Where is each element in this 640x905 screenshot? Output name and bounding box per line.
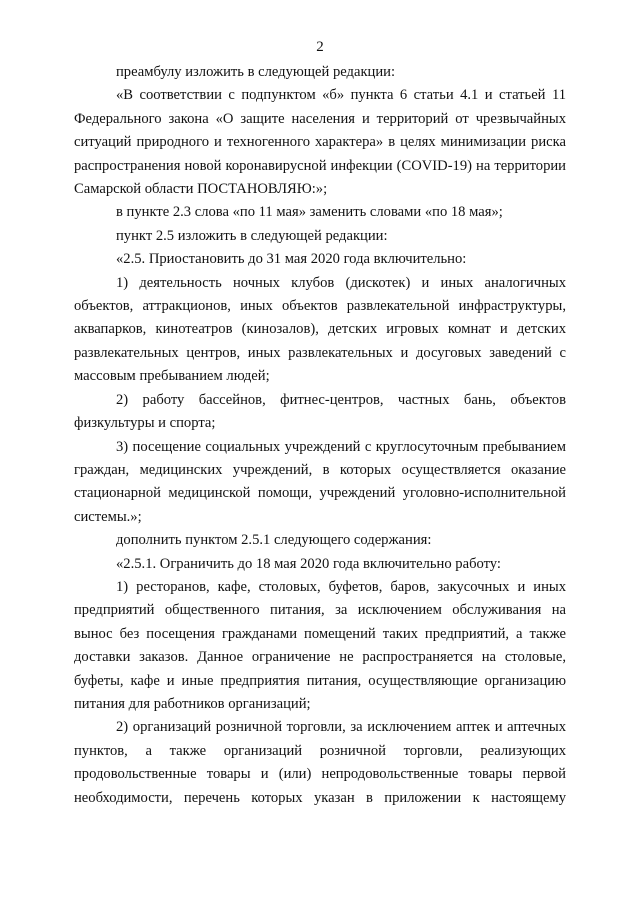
- paragraph-preamble-text: «В соответствии с подпунктом «б» пункта 6 статьи 4.1 и статьей 11 Федерального закона «О защите населения и территорий от чрезвычайных ситуаций природного и техногенного характера» в целях минимизации риска распространения новой коронавирусной инфекции (COVID-19) на территории Самарской области ПОСТАНОВЛЯЮ:»;: [74, 87, 566, 198]
- document-body: [74, 61, 566, 810]
- paragraph-point-2-5-1-heading: «2.5.1. Ограничить до 18 мая 2020 года включительно работу:: [116, 555, 501, 572]
- paragraph-point-2-5-heading: «2.5. Приостановить до 31 мая 2020 года включительно:: [116, 251, 467, 268]
- paragraph-point-2-5-item-1: 1) деятельность ночных клубов (дискотек) и иных аналогичных объектов, аттракционов, иных объектов развлекательной инфраструктуры, аквапарков, кинотеатров (кинозалов), детских игровых комнат и детских развлекательных центров, иных развлекательных и досуговых заведений с массовым пребыванием людей;: [74, 274, 566, 385]
- paragraph-point-2-5-1-item-2: 2) организаций розничной торговли, за исключением аптек и аптечных пунктов, а также организаций розничной торговли, реализующих продовольственные товары и (или) непродовольственные товары первой необходимости, перечень которых указан в приложении к настоящему: [74, 719, 566, 806]
- paragraph-point-2-5-item-2: 2) работу бассейнов, фитнес-центров, частных бань, объектов физкультуры и спорта;: [74, 391, 566, 432]
- paragraph-point-2-5-item-3: 3) посещение социальных учреждений с круглосуточным пребыванием граждан, медицинских учреждений, в которых осуществляется оказание стационарной медицинской помощи, учреждений уголовно-исполнительной системы.»;: [74, 438, 566, 525]
- paragraph-point-2-3-change: в пункте 2.3 слова «по 11 мая» заменить словами «по 18 мая»;: [116, 204, 503, 221]
- paragraph-point-2-5-1-item-1: 1) ресторанов, кафе, столовых, буфетов, баров, закусочных и иных предприятий общественного питания, за исключением обслуживания на вынос без посещения гражданами помещений таких предприятий, а также доставки заказов. Данное ограничение не распространяется на столовые, буфеты, кафе и иные предприятия питания, осуществляющие организацию питания для работников организаций;: [74, 578, 566, 712]
- paragraph-point-2-5-1-instruction: дополнить пунктом 2.5.1 следующего содержания:: [116, 532, 432, 549]
- paragraph-preamble-instruction: преамбулу изложить в следующей редакции:: [116, 64, 396, 80]
- page-number: 2: [316, 39, 324, 55]
- paragraph-point-2-5-instruction: пункт 2.5 изложить в следующей редакции:: [116, 227, 388, 244]
